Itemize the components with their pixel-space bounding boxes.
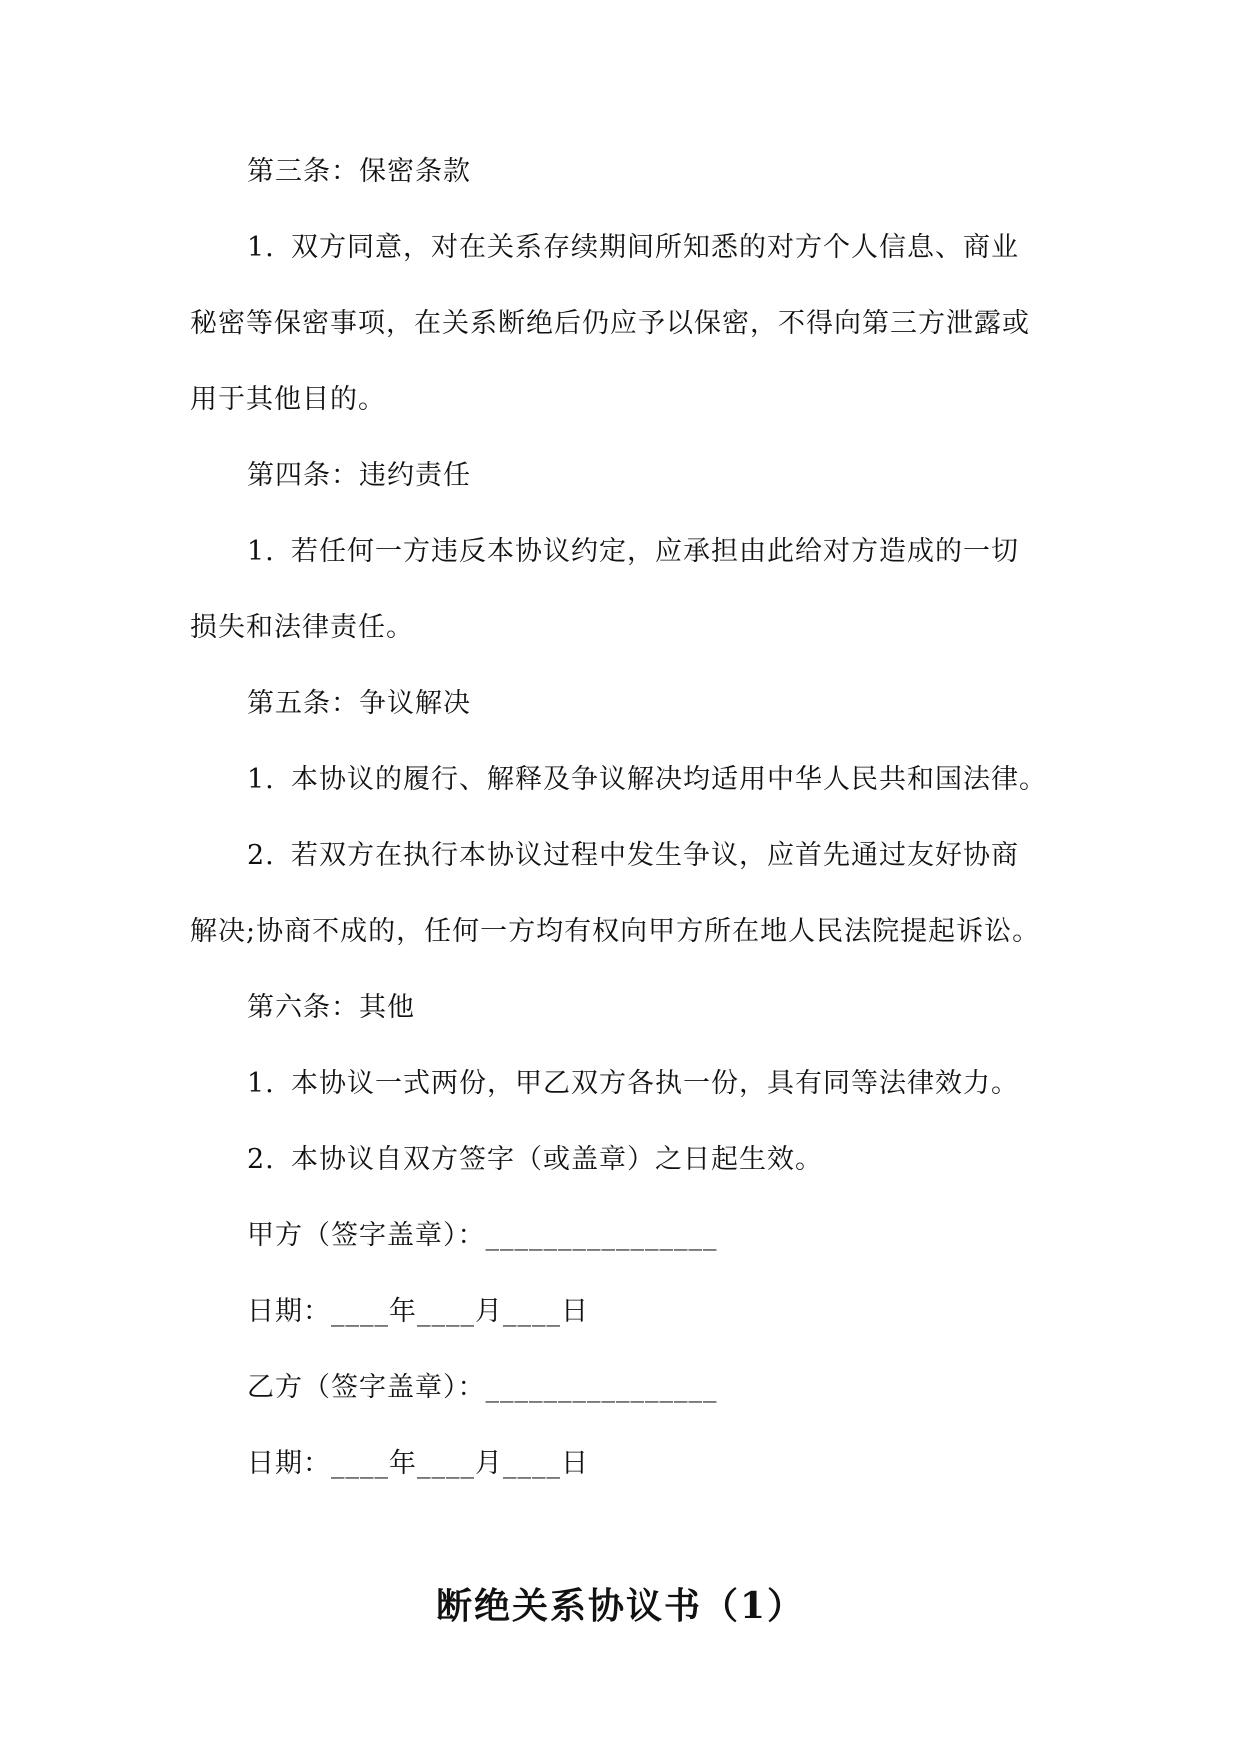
article6-heading: 第六条：其他	[247, 992, 415, 1023]
item-text: 本协议一式两份，甲乙双方各执一份，具有同等法律效力。	[291, 1068, 1019, 1099]
item-text: 本协议的履行、解释及争议解决均适用中华人民共和国法律。	[291, 764, 1047, 795]
item-number: 2.	[247, 1144, 275, 1175]
agreement-title: 断绝关系协议书（1）	[435, 1585, 806, 1627]
item-number: 1.	[247, 1068, 275, 1099]
article3-heading: 第三条：保密条款	[247, 156, 471, 187]
article5-item2-line2: 解决;协商不成的，任何一方均有权向甲方所在地人民法院提起诉讼。	[190, 916, 1041, 947]
article5-heading: 第五条：争议解决	[247, 688, 471, 719]
article5-item1-line1	[190, 748, 1060, 824]
document-body	[190, 140, 1060, 1508]
party-b-signature: 乙方（签字盖章）：________________	[247, 1372, 718, 1403]
item-number: 1.	[247, 232, 275, 263]
article6-item1-line1	[190, 1052, 1060, 1128]
article3-item1-line3: 用于其他目的。	[190, 384, 386, 415]
article5-item2-line1	[190, 824, 1060, 900]
item-number: 1.	[247, 536, 275, 567]
party-b-date: 日期：____年____月____日	[247, 1448, 589, 1479]
article4-heading: 第四条：违约责任	[247, 460, 471, 491]
item-text: 若双方在执行本协议过程中发生争议，应首先通过友好协商	[291, 840, 1019, 871]
item-text: 若任何一方违反本协议约定，应承担由此给对方造成的一切	[291, 536, 1019, 567]
party-a-date: 日期：____年____月____日	[247, 1296, 589, 1327]
article3-item1-line1	[190, 216, 1060, 292]
item-number: 2.	[247, 840, 275, 871]
article6-item2-line1	[190, 1128, 1060, 1204]
party-a-signature: 甲方（签字盖章）：________________	[247, 1220, 718, 1251]
article4-item1-line1	[190, 520, 1060, 596]
article3-item1-line2: 秘密等保密事项，在关系断绝后仍应予以保密，不得向第三方泄露或	[190, 308, 1030, 339]
item-text: 双方同意，对在关系存续期间所知悉的对方个人信息、商业	[291, 232, 1019, 263]
item-text: 本协议自双方签字（或盖章）之日起生效。	[291, 1144, 823, 1175]
article4-item1-line2: 损失和法律责任。	[190, 612, 414, 643]
item-number: 1.	[247, 764, 275, 795]
